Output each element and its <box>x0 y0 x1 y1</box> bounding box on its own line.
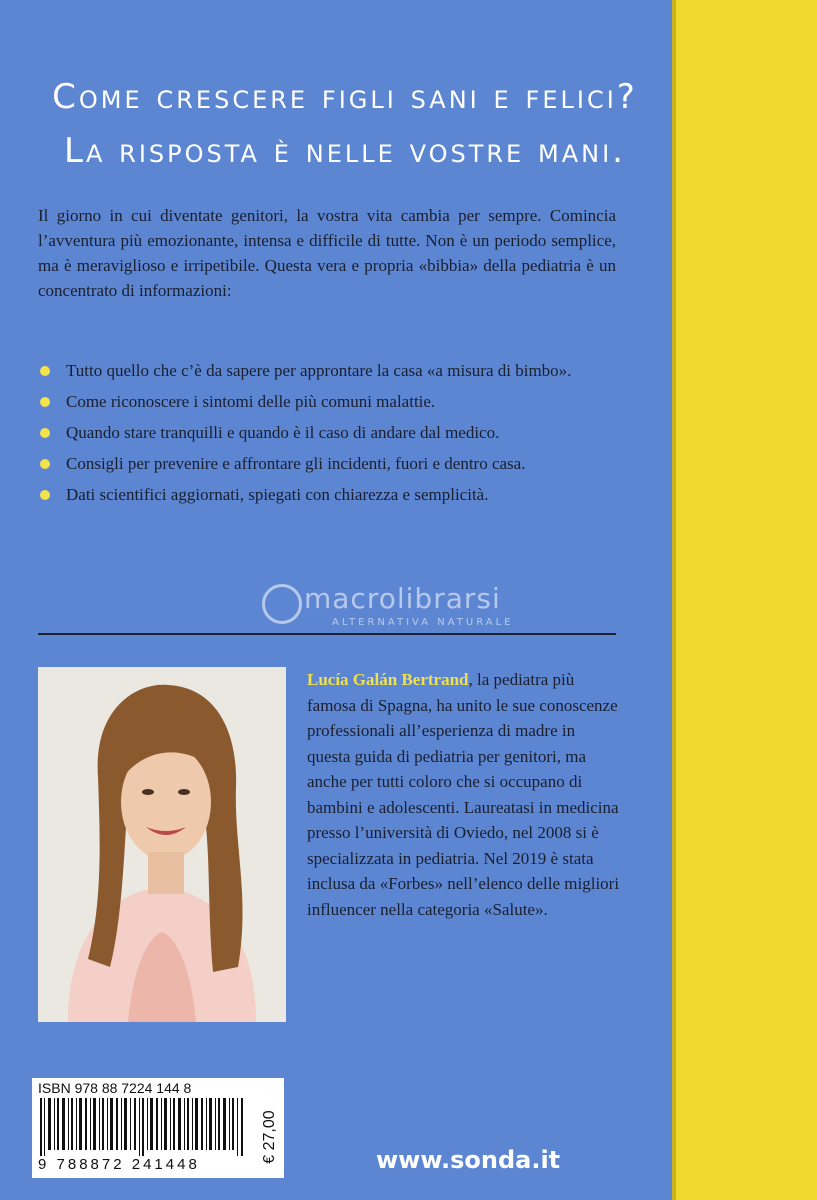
intro-paragraph: Il giorno in cui diventate genitori, la vostra vita cambia per sempre. Comincia l’avventura più emozionante, intensa e difficile di tutte. Non è un periodo semplice, ma è meraviglioso e irripetibile. Questa vera e propria «bibbia» della pediatria è un concentrato di informazioni: <box>38 206 616 300</box>
barcode-label <box>32 1078 284 1178</box>
author-photo <box>38 667 286 1022</box>
author-bio-text: , la pediatra più famosa di Spagna, ha unito le sue conoscenze professionali all’esperienza di madre in questa guida di pediatria per genitori, ma anche per tutti coloro che si occupano di bambini e adolescenti. Laureatasi in medicina presso l’università di Oviedo, nel 2008 si è specializzata in pediatria. Nel 2019 è stata inclusa da «Forbes» nell’elenco delle migliori influencer nella categoria «Salute». <box>307 670 620 919</box>
yellow-spine <box>672 0 817 1200</box>
watermark-tagline: ALTERNATIVA NATURALE <box>332 617 514 628</box>
bullet-dot-icon <box>40 490 50 500</box>
barcode-icon <box>38 1098 248 1156</box>
author-portrait-illustration <box>38 667 286 1022</box>
author-bio <box>307 667 622 922</box>
bullet-dot-icon <box>40 459 50 469</box>
price-text: € 27,00 <box>261 1110 278 1164</box>
list-item: Come riconoscere i sintomi delle più comuni malattie. <box>38 389 628 414</box>
bullet-dot-icon <box>40 428 50 438</box>
publisher-website[interactable]: www.sonda.it <box>376 1146 561 1174</box>
bullet-dot-icon <box>40 397 50 407</box>
isbn-text: ISBN 978 88 7224 144 8 <box>38 1080 192 1096</box>
author-name: Lucía Galán Bertrand <box>307 670 469 689</box>
headline <box>30 70 660 178</box>
list-item: Tutto quello che c’è da sapere per approntare la casa «a misura di bimbo». <box>38 358 628 383</box>
bullet-dot-icon <box>40 366 50 376</box>
barcode-digits: 9 788872 241448 <box>38 1156 200 1173</box>
headline-line-2: La risposta è nelle vostre mani. <box>64 131 626 171</box>
list-item: Dati scientifici aggiornati, spiegati con chiarezza e semplicità. <box>38 482 628 507</box>
watermark-name: macrolibrarsi <box>304 582 501 615</box>
section-divider <box>38 633 616 635</box>
feature-list <box>38 358 628 513</box>
spine-edge <box>672 0 676 1200</box>
price-label <box>260 1098 280 1176</box>
watermark-logo-icon <box>262 584 302 624</box>
watermark <box>262 582 562 632</box>
list-item: Consigli per prevenire e affrontare gli incidenti, fuori e dentro casa. <box>38 451 628 476</box>
headline-line-1: Come crescere figli sani e felici? <box>52 77 638 117</box>
list-item: Quando stare tranquilli e quando è il caso di andare dal medico. <box>38 420 628 445</box>
